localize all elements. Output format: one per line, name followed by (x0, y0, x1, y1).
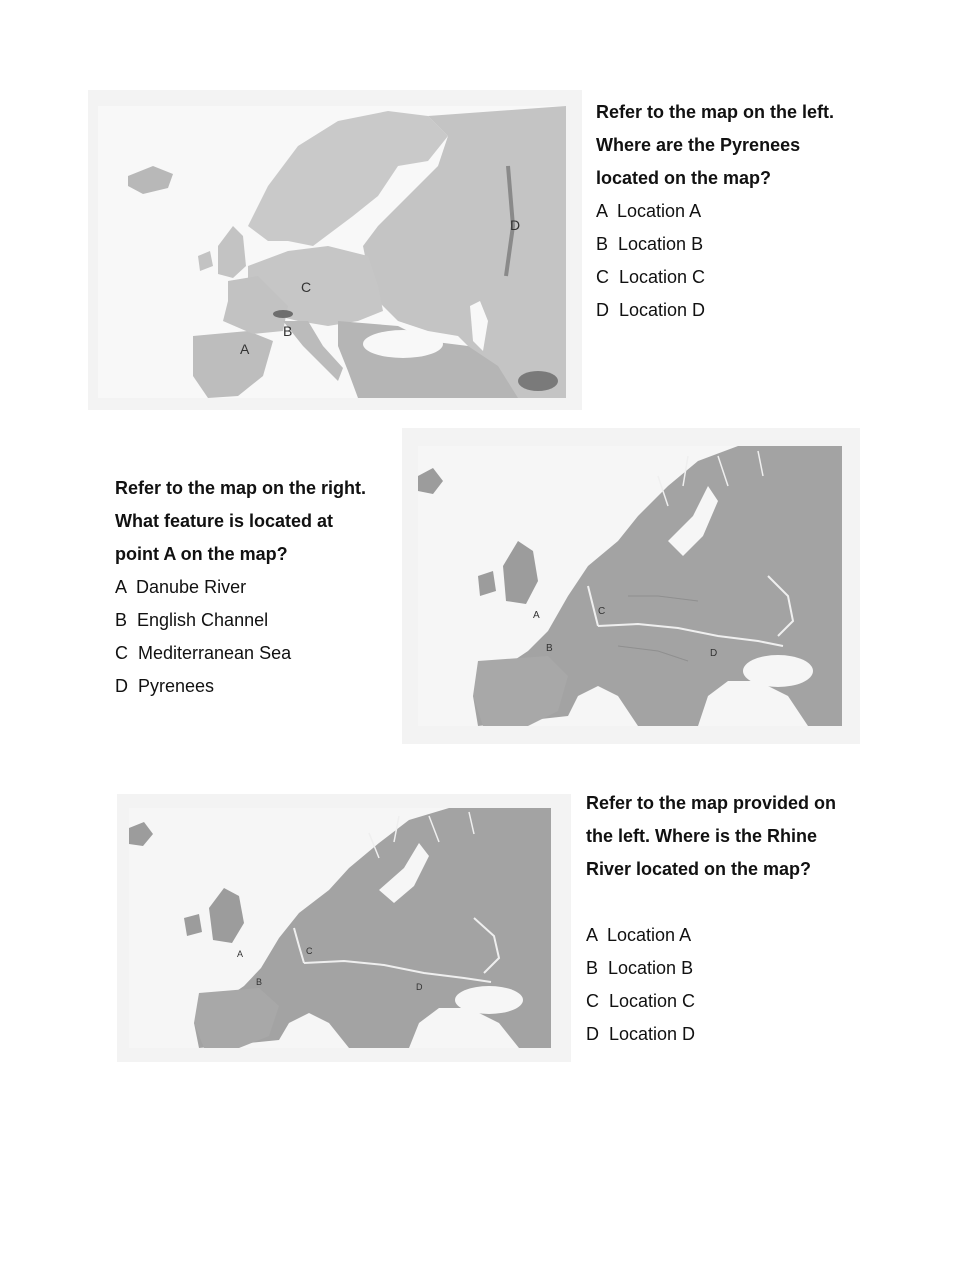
question-2 (115, 472, 405, 703)
map1-marker-c: C (301, 279, 312, 295)
question-2-stem-line-1: Refer to the map on the right. (115, 478, 367, 498)
map1-marker-d: D (510, 217, 521, 233)
question-2-option-b[interactable]: B English Channel (115, 610, 269, 630)
question-1-option-d[interactable]: D Location D (596, 300, 706, 320)
question-3-option-c[interactable]: C Location C (586, 991, 696, 1011)
map2-marker-b: B (546, 643, 553, 654)
map2-marker-d: D (710, 648, 718, 659)
europe-map-2-image (418, 446, 842, 726)
map3-marker-c: C (306, 946, 313, 956)
question-3-option-b[interactable]: B Location B (586, 958, 694, 978)
question-3-stem-line-3: River located on the map? (586, 859, 812, 879)
question-2-option-d[interactable]: D Pyrenees (115, 676, 215, 696)
question-3-option-d[interactable]: D Location D (586, 1024, 696, 1044)
map2-marker-c: C (598, 606, 606, 617)
europe-map-2 (402, 428, 860, 744)
question-1-option-a[interactable]: A Location A (596, 201, 702, 221)
question-1-stem-line-2: Where are the Pyrenees (596, 135, 801, 155)
question-3-stem-line-2: the left. Where is the Rhine (586, 826, 818, 846)
question-1-stem-line-3: located on the map? (596, 168, 772, 188)
question-2-option-c[interactable]: C Mediterranean Sea (115, 643, 292, 663)
europe-map-3-image (129, 808, 551, 1048)
map1-marker-a: A (240, 341, 250, 357)
map3-marker-a: A (237, 949, 244, 959)
question-1-stem-line-1: Refer to the map on the left. (596, 102, 835, 122)
europe-map-1 (88, 90, 582, 410)
map1-marker-b: B (283, 323, 293, 339)
europe-map-1-image (98, 106, 566, 398)
question-3-spacer (586, 886, 966, 919)
question-2-option-a[interactable]: A Danube River (115, 577, 247, 597)
question-1-option-b[interactable]: B Location B (596, 234, 704, 254)
map3-marker-d: D (416, 982, 423, 992)
question-2-stem-line-3: point A on the map? (115, 544, 288, 564)
question-1 (596, 96, 966, 327)
question-2-stem-line-2: What feature is located at (115, 511, 334, 531)
map3-marker-b: B (256, 977, 263, 987)
question-3-option-a[interactable]: A Location A (586, 925, 692, 945)
europe-map-3 (117, 794, 571, 1062)
question-3-stem-line-1: Refer to the map provided on (586, 793, 837, 813)
question-3 (586, 787, 966, 1051)
map2-marker-a: A (533, 610, 540, 621)
question-1-option-c[interactable]: C Location C (596, 267, 706, 287)
